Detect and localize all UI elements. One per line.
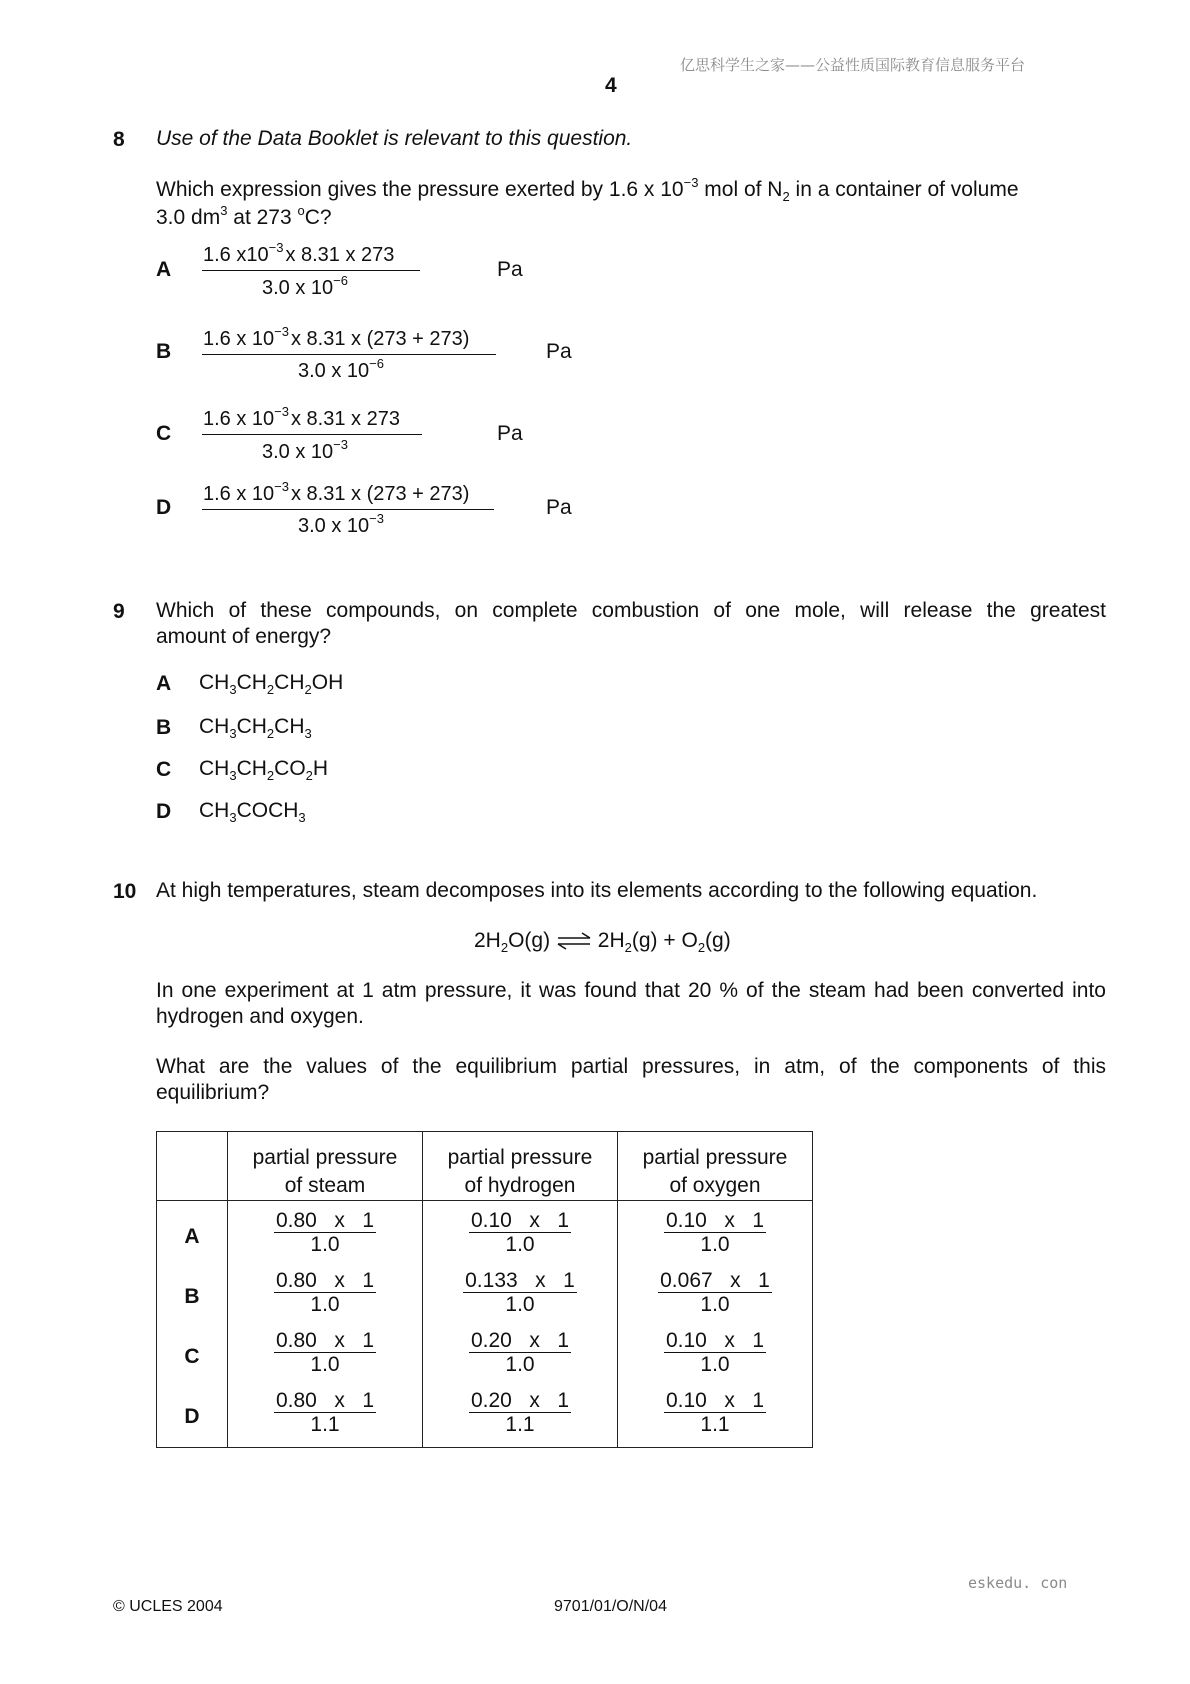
question-10-stem: At high temperatures, steam decomposes into its elements according to the following equation. [156, 879, 1038, 902]
table-header-steam: partial pressure of steam [228, 1132, 423, 1201]
table-cell-fraction: 0.067 x 1 1.0 [660, 1269, 770, 1316]
q8-option-d-denominator: 3.0 x $10^{-3}$ [298, 511, 384, 537]
table-cell-fraction: 0.80 x 1 1.0 [275, 1209, 375, 1256]
q8-option-b-numerator: 1.6 x $10^{-3}$ x 8.31 x (273 + 273) [203, 324, 470, 350]
table-row-label: A [184, 1225, 200, 1248]
q9-option-b-formula: $CH_3CH_2CH_3$ [199, 715, 312, 741]
footer-copyright: © UCLES 2004 [113, 1598, 223, 1615]
q8-option-c-numerator: 1.6 x $10^{-3}$ x 8.31 x 273 [203, 404, 400, 430]
table-row-label: C [184, 1345, 200, 1368]
page-number: 4 [605, 74, 617, 97]
table-header-row [157, 1132, 813, 1201]
question-8-number: 8 [113, 128, 125, 151]
table-body-row [157, 1201, 813, 1448]
q8-option-a-denominator: 3.0 x $10^{-6}$ [262, 273, 348, 299]
table-cell-fraction: 0.10 x 1 1.0 [470, 1209, 570, 1256]
table-cell-fraction: 0.20 x 1 1.1 [470, 1389, 570, 1436]
q9-option-d-label: D [156, 800, 172, 823]
q9-option-c-formula: $CH_3CH_2CO_2H$ [199, 757, 329, 783]
question-8-stem: Which expression gives the pressure exerted by 1.6 x $10^{-3}$ mol of $N_2$ in a container of volume 3.0 $dm^3$ at 273 $^o$C? [156, 175, 1019, 229]
q8-option-c-label: C [156, 422, 172, 445]
question-9-stem: Which of these compounds, on complete combustion of one mole, will release the greatest amount of energy? [156, 599, 1106, 648]
table-row-label: B [184, 1285, 200, 1308]
question-10-number: 10 [113, 880, 137, 903]
q8-option-d-numerator: 1.6 x $10^{-3}$ x 8.31 x (273 + 273) [203, 479, 470, 505]
q9-option-b-label: B [156, 716, 172, 739]
q8-option-a-label: A [156, 258, 172, 281]
question-10-paragraph-2: What are the values of the equilibrium partial pressures, in atm, of the components of this equilibrium? [156, 1055, 1106, 1104]
table-cell-fraction: 0.80 x 1 1.0 [275, 1329, 375, 1376]
table-cell-fraction: 0.80 x 1 1.0 [275, 1269, 375, 1316]
q8-option-d-fraction-bar [202, 509, 494, 510]
question-9-number: 9 [113, 600, 125, 623]
q9-option-a-label: A [156, 672, 172, 695]
table-header-oxygen: partial pressure of oxygen [618, 1132, 813, 1201]
footer-paper-code: 9701/01/O/N/04 [554, 1598, 667, 1615]
table-header-hydrogen: partial pressure of hydrogen [423, 1132, 618, 1201]
table-cell-fraction: 0.20 x 1 1.0 [470, 1329, 570, 1376]
equilibrium-arrow-icon [556, 932, 592, 950]
q9-option-d-formula: $CH_3COCH_3$ [199, 799, 306, 825]
q8-option-a-numerator: 1.6 $x10^{-3}$ x 8.31 x 273 [203, 240, 395, 266]
q8-option-b-label: B [156, 340, 172, 363]
q9-option-a-formula: $CH_3CH_2CH_2OH$ [199, 671, 344, 697]
equilibrium-equation: $2H_2O(g) 2H_2(g) + O_2(g)$ [474, 929, 731, 955]
q8-option-c-unit: Pa [497, 422, 523, 445]
q8-option-b-unit: Pa [546, 340, 572, 363]
table-cell-fraction: 0.80 x 1 1.1 [275, 1389, 375, 1436]
table-cell-fraction: 0.10 x 1 1.0 [665, 1329, 765, 1376]
q8-option-b-denominator: 3.0 x $10^{-6}$ [298, 356, 384, 382]
q8-option-b-fraction-bar [202, 354, 496, 355]
table-cell-fraction: 0.10 x 1 1.1 [665, 1389, 765, 1436]
table-row-label: D [184, 1405, 200, 1428]
table-header-empty [157, 1132, 228, 1201]
q9-option-c-label: C [156, 758, 172, 781]
partial-pressure-table [156, 1131, 813, 1448]
table-cell-fraction: 0.133 x 1 1.0 [465, 1269, 575, 1316]
q8-option-c-denominator: 3.0 x $10^{-3}$ [262, 437, 348, 463]
q8-option-a-fraction-bar [202, 270, 420, 271]
q8-option-d-label: D [156, 496, 172, 519]
q8-option-a-unit: Pa [497, 258, 523, 281]
question-8-instruction: Use of the Data Booklet is relevant to this question. [156, 127, 633, 150]
q8-option-c-fraction-bar [202, 434, 422, 435]
question-10-paragraph-1: In one experiment at 1 atm pressure, it was found that 20 % of the steam had been converted into hydrogen and oxygen. [156, 979, 1106, 1028]
table-cell-fraction: 0.10 x 1 1.0 [665, 1209, 765, 1256]
footer-site-watermark: eskedu. con [968, 1574, 1068, 1592]
q8-option-d-unit: Pa [546, 496, 572, 519]
header-watermark: 亿思科学生之家——公益性质国际教育信息服务平台 [680, 56, 1026, 74]
